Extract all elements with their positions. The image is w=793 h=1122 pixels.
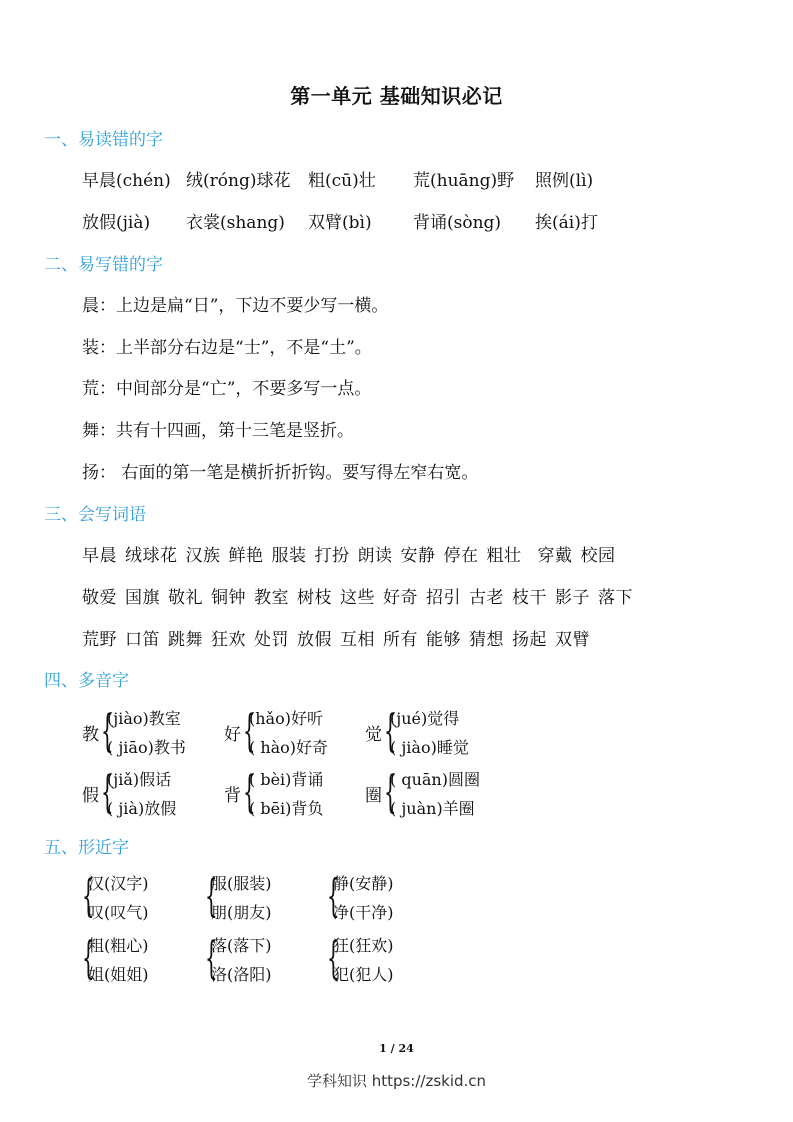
- polyphone-reading: ( jiāo)教书: [107, 738, 186, 757]
- vocab-word: 荒野: [82, 630, 117, 650]
- miswrite-line: 装：上半部分右边是“士”，不是“土”。: [82, 338, 372, 358]
- polyphone-char: 假: [82, 786, 99, 806]
- brace-icon: {: [82, 933, 95, 984]
- polyphone-group: [82, 704, 212, 764]
- polyphone-char: 圈: [365, 786, 382, 806]
- polyphone-char: 觉: [365, 725, 382, 745]
- vocab-word: 打扮: [314, 546, 350, 566]
- polyphone-group: [224, 765, 354, 825]
- vocab-word: 招引: [426, 588, 461, 608]
- similar-char-group: [205, 931, 315, 991]
- vocab-word: 跳舞: [168, 630, 203, 650]
- brace-icon: {: [327, 871, 340, 922]
- vocab-word: 这些: [340, 588, 375, 608]
- polyphone-reading: (jué)觉得: [390, 709, 460, 728]
- polyphone-char: 背: [224, 786, 241, 806]
- misread-item: 挨(ái)打: [535, 213, 598, 233]
- similar-char: 朋(朋友): [211, 903, 272, 922]
- page-number: 1 / 24: [379, 1042, 414, 1055]
- vocab-word: 铜钟: [211, 588, 246, 608]
- vocab-word: 互相: [340, 630, 375, 650]
- brace-icon: {: [82, 871, 95, 922]
- vocab-word: 校园: [580, 546, 616, 566]
- vocab-word: 双臂: [555, 630, 590, 650]
- vocab-row-2: [82, 583, 633, 608]
- vocab-row-3: [82, 625, 590, 650]
- similar-char: 狂(狂欢): [333, 936, 394, 955]
- polyphone-reading: ( jiào)睡觉: [390, 738, 469, 757]
- brace-icon: {: [384, 706, 397, 757]
- similar-char-group: [82, 869, 192, 929]
- similar-char: 净(干净): [333, 903, 394, 922]
- brace-icon: {: [243, 706, 256, 757]
- vocab-word: 枝干: [512, 588, 547, 608]
- vocab-word: 处罚: [254, 630, 289, 650]
- vocab-word: 猜想: [469, 630, 504, 650]
- vocab-word: 国旗: [125, 588, 160, 608]
- miswrite-line: 晨：上边是扁“日”，下边不要少写一横。: [82, 296, 389, 316]
- polyphone-group: [224, 704, 354, 764]
- brace-icon: {: [243, 767, 256, 818]
- misread-item: 背诵(sòng): [413, 213, 502, 233]
- polyphone-reading: (jiào)教室: [107, 709, 181, 728]
- vocab-word: 所有: [383, 630, 418, 650]
- polyphone-reading: ( hào)好奇: [249, 738, 329, 757]
- vocab-word: 落下: [598, 588, 633, 608]
- misread-item: 粗(cū)壮: [308, 171, 376, 191]
- vocab-word: 粗壮: [486, 546, 522, 566]
- footer-watermark: 学科知识 https://zskid.cn: [306, 1072, 487, 1090]
- vocab-word: 鲜艳: [228, 546, 264, 566]
- brace-icon: {: [205, 933, 218, 984]
- vocab-word: 好奇: [383, 588, 418, 608]
- section-heading-2: 二、易写错的字: [44, 255, 163, 275]
- vocab-word: 古老: [469, 588, 504, 608]
- vocab-word: 汉族: [185, 546, 221, 566]
- vocab-word: 早晨: [82, 546, 117, 566]
- misread-item: 照例(lì): [535, 171, 594, 191]
- similar-char-group: [205, 869, 315, 929]
- similar-char-group: [327, 869, 437, 929]
- misread-row-2: [82, 208, 722, 232]
- similar-char: 洛(洛阳): [211, 965, 272, 984]
- section-heading-1: 一、易读错的字: [44, 130, 163, 150]
- polyphone-char: 教: [82, 725, 99, 745]
- similar-char: 汉(汉字): [88, 874, 149, 893]
- polyphone-char: 好: [224, 725, 241, 745]
- similar-char: 静(安静): [333, 874, 394, 893]
- misread-item: 荒(huāng)野: [413, 171, 515, 191]
- similar-char: 姐(姐姐): [88, 965, 149, 984]
- vocab-word: 扬起: [512, 630, 547, 650]
- section-heading-3: 三、会写词语: [44, 505, 146, 525]
- vocab-word: 安静: [400, 546, 436, 566]
- section-heading-4: 四、多音字: [44, 671, 129, 691]
- vocab-word: 敬爱: [82, 588, 117, 608]
- vocab-word: 绒球花: [125, 546, 178, 566]
- vocab-word: 口笛: [125, 630, 160, 650]
- brace-icon: {: [101, 706, 114, 757]
- misread-item: 早晨(chén): [82, 171, 171, 191]
- vocab-word: 朗读: [357, 546, 393, 566]
- polyphone-reading: ( bēi)背负: [249, 799, 324, 818]
- brace-icon: {: [327, 933, 340, 984]
- misread-item: 双臂(bì): [308, 213, 372, 233]
- misread-row-1: [82, 166, 722, 190]
- vocab-word: 狂欢: [211, 630, 246, 650]
- vocab-word: 能够: [426, 630, 461, 650]
- page-title: 第一单元 基础知识必记: [290, 84, 503, 108]
- polyphone-reading: ( juàn)羊圈: [390, 799, 475, 818]
- vocab-word: 服装: [271, 546, 307, 566]
- vocab-word: 停在: [443, 546, 479, 566]
- vocab-word: 树枝: [297, 588, 332, 608]
- miswrite-line: 荒：中间部分是“亡”，不要多写一点。: [82, 379, 372, 399]
- polyphone-reading: ( quān)圆圈: [390, 770, 480, 789]
- vocab-word: 穿戴: [537, 546, 573, 566]
- similar-char-group: [327, 931, 437, 991]
- brace-icon: {: [384, 767, 397, 818]
- vocab-word: 敬礼: [168, 588, 203, 608]
- polyphone-reading: ( jià)放假: [107, 799, 177, 818]
- polyphone-reading: (hǎo)好听: [249, 709, 323, 728]
- brace-icon: {: [205, 871, 218, 922]
- miswrite-line: 扬： 右面的第一笔是横折折折钩。要写得左窄右宽。: [82, 463, 479, 483]
- misread-item: 放假(jià): [82, 213, 151, 233]
- similar-char: 粗(粗心): [88, 936, 149, 955]
- similar-char: 叹(叹气): [88, 903, 149, 922]
- polyphone-reading: (jiǎ)假话: [107, 770, 172, 789]
- similar-char: 落(落下): [211, 936, 272, 955]
- similar-char-group: [82, 931, 192, 991]
- vocab-row-1: [82, 541, 616, 566]
- polyphone-group: [365, 765, 495, 825]
- vocab-word: 放假: [297, 630, 332, 650]
- misread-item: 绒(róng)球花: [186, 171, 291, 191]
- vocab-word: 影子: [555, 588, 590, 608]
- polyphone-reading: ( bèi)背诵: [249, 770, 324, 789]
- polyphone-group: [365, 704, 495, 764]
- similar-char: 犯(犯人): [333, 965, 394, 984]
- brace-icon: {: [101, 767, 114, 818]
- miswrite-line: 舞：共有十四画，第十三笔是竖折。: [82, 421, 354, 441]
- section-heading-5: 五、形近字: [44, 838, 129, 858]
- similar-char: 服(服装): [211, 874, 272, 893]
- misread-item: 衣裳(shang): [186, 213, 285, 233]
- vocab-word: 教室: [254, 588, 289, 608]
- polyphone-group: [82, 765, 212, 825]
